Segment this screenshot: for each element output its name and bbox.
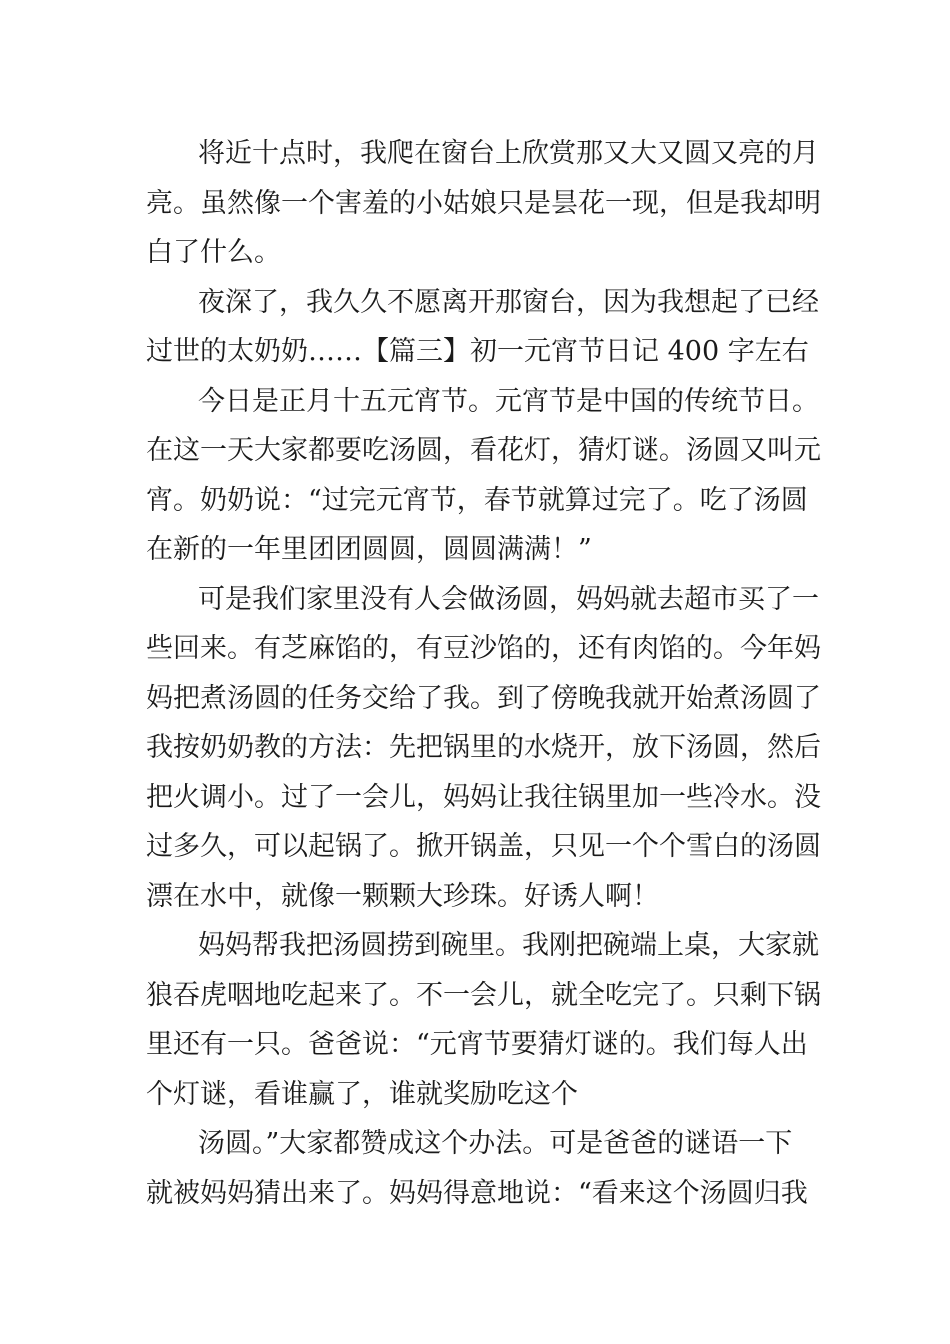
text-line: 宵。奶奶说：“过完元宵节，春节就算过完了。吃了汤圆 xyxy=(146,484,808,516)
text-line: 把火调小。过了一会儿，妈妈让我往锅里加一些冷水。没 xyxy=(146,781,821,813)
text-line: 白了什么。 xyxy=(146,237,281,268)
document-body xyxy=(146,129,821,1218)
text-line: 里还有一只。爸爸说：“元宵节要猜灯谜的。我们每人出 xyxy=(146,1029,808,1060)
text-line: 狼吞虎咽地吃起来了。不一会儿，就全吃完了。只剩下锅 xyxy=(146,979,821,1011)
text-line: 汤圆。”大家都赞成这个办法。可是爸爸的谜语一下 xyxy=(198,1128,793,1159)
text-line: 妈妈帮我把汤圆捞到碗里。我刚把碗端上桌，大家就 xyxy=(198,930,819,961)
text-line: 就被妈妈猜出来了。妈妈得意地说：“看来这个汤圆归我 xyxy=(146,1177,808,1209)
text-line: 可是我们家里没有人会做汤圆，妈妈就去超市买了一 xyxy=(198,583,819,615)
text-line: 将近十点时，我爬在窗台上欣赏那又大又圆又亮的月 xyxy=(198,138,819,169)
text-line: 妈把煮汤圆的任务交给了我。到了傍晚我就开始煮汤圆了 xyxy=(146,682,821,714)
text-line: 些回来。有芝麻馅的，有豆沙馅的，还有肉馅的。今年妈 xyxy=(146,633,821,664)
text-line: 在新的一年里团团圆圆，圆圆满满！” xyxy=(146,534,592,565)
text-line: 个灯谜，看谁赢了，谁就奖励吃这个 xyxy=(146,1078,578,1110)
text-line: 夜深了，我久久不愿离开那窗台，因为我想起了已经 xyxy=(198,286,819,318)
text-line: 在这一天大家都要吃汤圆，看花灯，猜灯谜。汤圆又叫元 xyxy=(146,435,821,466)
text-line: 亮。虽然像一个害羞的小姑娘只是昙花一现，但是我却明 xyxy=(146,187,821,219)
text-line: 今日是正月十五元宵节。元宵节是中国的传统节日。 xyxy=(198,385,819,417)
text-line: 我按奶奶教的方法：先把锅里的水烧开，放下汤圆，然后 xyxy=(146,732,821,763)
text-line: 漂在水中，就像一颗颗大珍珠。好诱人啊！ xyxy=(146,880,659,912)
text-line: 过多久，可以起锅了。掀开锅盖，只见一个个雪白的汤圆 xyxy=(146,831,821,862)
text-line: 过世的太奶奶……【篇三】初一元宵节日记 400 字左右 xyxy=(146,336,809,367)
